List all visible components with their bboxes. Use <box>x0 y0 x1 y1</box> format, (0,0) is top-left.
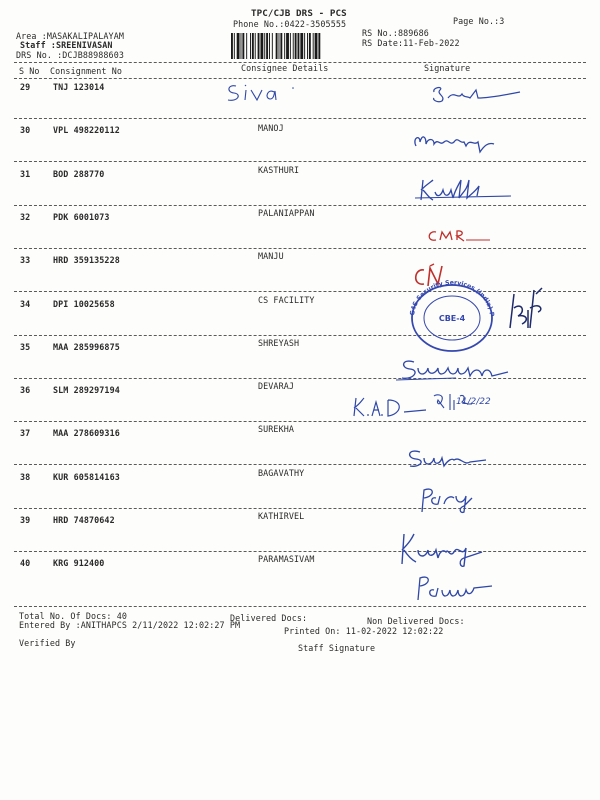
staff-signature-label: Staff Signature <box>298 643 376 653</box>
col-sno: S No <box>19 66 40 76</box>
header-rule-bottom <box>14 78 586 79</box>
row-divider <box>14 118 586 119</box>
signature-31 <box>415 176 515 204</box>
row-sno: 35 <box>20 341 31 352</box>
handwritten-consignee-name <box>224 82 284 104</box>
row-consignment-no: SLM 289297194 <box>53 385 120 396</box>
row-consignee-name: PARAMASIVAM <box>258 554 315 565</box>
row-consignment-no: MAA 278609316 <box>53 428 120 439</box>
company-stamp <box>401 275 500 352</box>
row-divider <box>14 508 586 509</box>
row-divider <box>14 335 586 336</box>
col-consignment: Consignment No <box>50 66 122 76</box>
drs-number: DRS No. :DCJB88988603 <box>16 50 124 60</box>
row-consignment-no: KRG 912400 <box>53 558 105 569</box>
col-signature: Signature <box>424 63 471 73</box>
row-consignment-no: KUR 605814163 <box>53 471 120 482</box>
signature-34 <box>500 284 550 334</box>
row-sno: 30 <box>20 125 31 136</box>
row-divider <box>14 464 586 465</box>
signature-39 <box>398 528 498 568</box>
row-consignee-name: CS FACILITY <box>258 294 315 305</box>
document-title: TPC/CJB DRS - PCS <box>251 8 347 19</box>
row-divider <box>14 551 586 552</box>
non-delivered-docs: Non Delivered Docs: <box>367 616 465 626</box>
footer-rule <box>14 606 586 607</box>
signature-30 <box>410 128 510 158</box>
row-consignment-no: VPL 498220112 <box>53 125 120 136</box>
printed-on: Printed On: 11-02-2022 12:02:22 <box>284 626 444 636</box>
row-consignee-name: PALANIAPPAN <box>258 207 315 218</box>
row-sno: 39 <box>20 515 31 525</box>
row-consignment-no: DPI 10025658 <box>53 298 115 309</box>
row-consignee-name: MANOJ <box>258 123 284 134</box>
row-consignment-no: BOD 288770 <box>53 168 105 179</box>
row-sno: 36 <box>20 385 31 396</box>
signature-38 <box>416 484 496 514</box>
rs-date: RS Date:11-Feb-2022 <box>362 38 460 48</box>
row-sno: 40 <box>20 558 31 569</box>
signature-32 <box>424 226 504 246</box>
staff-label: Staff :SREENIVASAN <box>20 40 113 50</box>
signature-37 <box>404 446 494 472</box>
row-consignee-name: BAGAVATHY <box>258 467 305 478</box>
phone-number: Phone No.:0422-3505555 <box>233 19 347 29</box>
signature-29 <box>430 84 530 104</box>
col-consignee: Consignee Details <box>241 63 329 73</box>
row-consignee-name: MANJU <box>258 251 284 262</box>
row-divider <box>14 205 586 206</box>
svg-text:11/2/22: 11/2/22 <box>456 397 491 407</box>
delivered-docs: Delivered Docs: <box>230 613 308 623</box>
rs-number: RS No.:889686 <box>362 28 429 38</box>
row-sno: 37 <box>20 428 31 439</box>
row-consignee-name: KATHIRVEL <box>258 511 305 521</box>
row-divider <box>14 161 586 162</box>
row-consignee-name: SUREKHA <box>258 424 294 435</box>
stamp-center-text: CBE-4 <box>438 314 466 323</box>
row-consignment-no: MAA 285996875 <box>53 341 120 352</box>
stamp-text: G4S Security Services (India) Pvt. Ltd. <box>401 275 496 317</box>
row-sno: 32 <box>20 211 31 222</box>
signature-35 <box>396 356 526 384</box>
entered-by: Entered By :ANITHAPCS 2/11/2022 12:02:27 PM <box>19 620 241 630</box>
row-consignment-no: HRD 359135228 <box>53 255 120 266</box>
row-consignment-no: PDK 6001073 <box>53 211 110 222</box>
row-sno: 34 <box>20 298 31 309</box>
row-consignment-no: TNJ 123014 <box>53 82 105 92</box>
row-consignee-name: DEVARAJ <box>258 381 294 392</box>
verified-by: Verified By <box>19 638 76 648</box>
row-sno: 38 <box>20 471 31 482</box>
page-number: Page No.:3 <box>453 16 505 26</box>
row-consignee-name: SHREYASH <box>258 337 300 348</box>
area-label: Area :MASAKALIPALAYAM <box>16 31 124 41</box>
row-divider <box>14 248 586 249</box>
row-consignee-name: KASTHURI <box>258 164 300 175</box>
row-consignment-no: HRD 74870642 <box>53 515 115 525</box>
signature-40 <box>412 574 502 602</box>
barcode <box>231 33 351 59</box>
row-sno: 29 <box>20 82 31 92</box>
row-sno: 33 <box>20 255 31 266</box>
signature-36 <box>352 390 502 424</box>
row-sno: 31 <box>20 168 31 179</box>
total-docs: Total No. Of Docs: 40 <box>19 611 127 621</box>
